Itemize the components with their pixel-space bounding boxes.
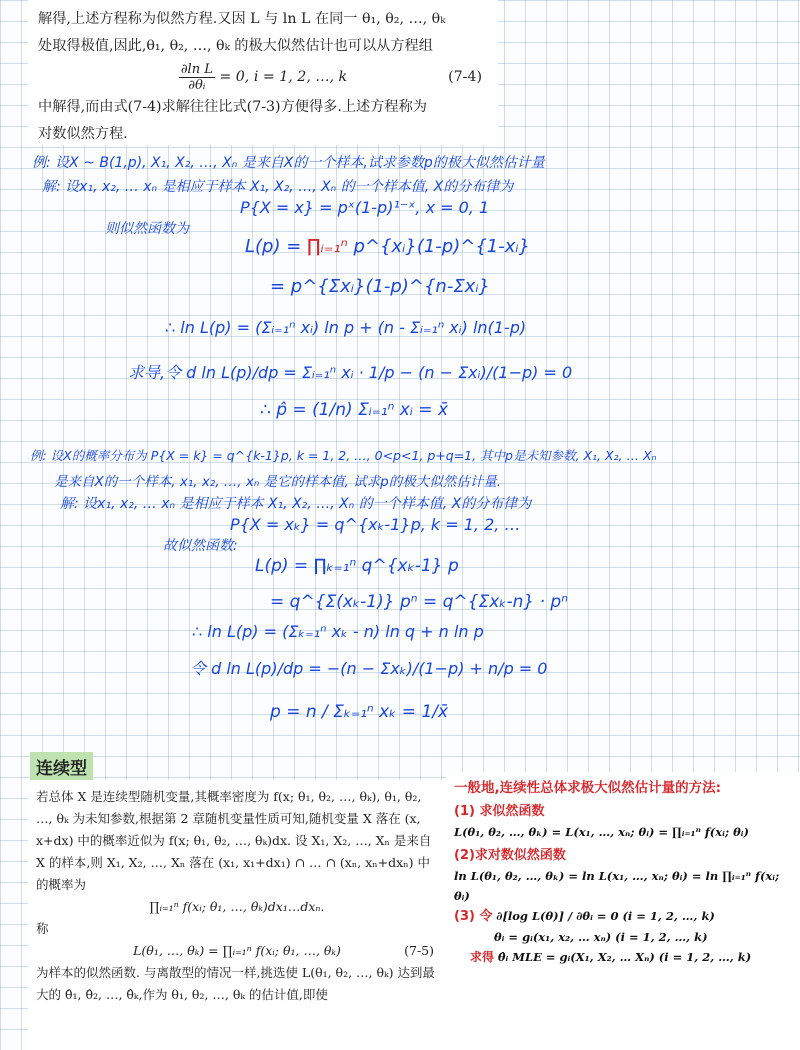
example2-statement-2: 是来自X的一个样本, x₁, x₂, …, xₙ 是它的样本值, 试求p的极大似然估计量. — [54, 474, 501, 490]
paragraph: 为样本的似然函数. 与离散型的情况一样,挑选使 L(θ₁, θ₂, …, θₖ) 达到最大的 θ̂₁, θ̂₂, …, θ̂ₖ,作为 θ₁, θ₂, …, θₖ 的估计值,即使 — [36, 965, 435, 1002]
equation-7-4: $\frac{\text{∂ln L}}{\text{∂θᵢ}}$ = 0, i = 1, 2, …, k (7-4) — [180, 61, 482, 93]
example2-statement-1: 例: 设X的概率分布为 P{X = k} = q^{k-1}p, k = 1, 2, …, 0<p<1, p+q=1, 其中p是未知参数, X₁, X₂, … Xₙ — [30, 448, 657, 463]
section-label-continuous: 连续型 — [30, 752, 93, 781]
step3-row — [454, 906, 792, 927]
fraction: $\frac{\text{∂ln L}}{\text{∂θᵢ}}$ — [180, 61, 213, 93]
example1-solution-intro: 解: 设x₁, x₂, … xₙ 是相应于样本 X₁, X₂, …, Xₙ 的一个样本值, X的分布律为 — [42, 179, 514, 195]
example1-likelihood-label: 则似然函数为 — [105, 221, 189, 237]
step1-title: (1) 求似然函数 — [454, 804, 545, 819]
step1-formula: L(θ₁, θ₂, …, θₖ) = L(x₁, …, xₙ; θᵢ) = ∏ᵢ₌₁ⁿ f(xᵢ; θᵢ) — [454, 825, 749, 839]
example2-distribution: P{X = xₖ} = q^{xₖ-1}p, k = 1, 2, … — [230, 515, 521, 534]
text-line: 中解得,而由式(7-4)求解往往比式(7-3)方便得多.上述方程称为 — [38, 99, 427, 115]
textbook-excerpt-top — [28, 0, 498, 145]
step3-title: (3) 令 — [454, 909, 493, 924]
step2-title: (2)求对数似然函数 — [454, 848, 566, 863]
equation-number: (7-4) — [448, 69, 482, 85]
step3-formula: ∂[log L(θ)] / ∂θᵢ = 0 (i = 1, 2, …, k) — [496, 909, 715, 923]
method-summary-box — [446, 772, 800, 1050]
obtain-formula: θ̂ᵢ MLE = gᵢ(X₁, X₂, … Xₙ) (i = 1, 2, …, k) — [497, 950, 752, 964]
step3-solution: θᵢ = gᵢ(x₁, x₂, … xₙ) (i = 1, 2, …, k) — [494, 930, 708, 944]
example1-likelihood-simplified: = p^{Σxᵢ}(1-p)^{n-Σxᵢ} — [270, 276, 491, 297]
example1-likelihood: L(p) = ∏ᵢ₌₁ⁿ p^{xᵢ}(1-p)^{1-xᵢ} — [245, 236, 531, 257]
example1-distribution: P{X = x} = pˣ(1-p)¹⁻ˣ, x = 0, 1 — [240, 198, 490, 217]
paragraph: 若总体 X 是连续型随机变量,其概率密度为 f(x; θ₁, θ₂, …, θₖ), θ₁, θ₂, …, θₖ 为未知参数,根据第 2 章随机变量性质可知,随机变量 X 落在 (x, x+dx) 中的概率近似为 f(x; θ₁, θ₂, …, θₖ)dx. 设 X₁, X₂, …, Xₙ 是来自 X 的样本,则 X₁, X₂, …, Xₙ 落在 (x₁, x₁+dx₁) ∩ … ∩ (xₙ, xₙ+dxₙ) 中的概率为 — [36, 789, 432, 892]
example1-result: ∴ p̂ = (1/n) Σᵢ₌₁ⁿ xᵢ = x̄ — [260, 400, 449, 420]
example2-likelihood: L(p) = ∏ₖ₌₁ⁿ q^{xₖ-1} p — [255, 556, 459, 576]
example2-likelihood-label: 故似然函数: — [163, 538, 238, 554]
example2-derivative: 令 d ln L(p)/dp = −(n − Σxₖ)/(1−p) + n/p = 0 — [190, 659, 548, 678]
example1-derivative: 求导,令 d ln L(p)/dp = Σᵢ₌₁ⁿ xᵢ · 1/p − (n − Σxᵢ)/(1−p) = 0 — [128, 363, 573, 382]
text-line: 称 — [36, 921, 49, 936]
equation-7-5: L(θ₁, …, θₖ) = ∏ᵢ₌₁ⁿ f(xᵢ; θ₁, …, θₖ) (7-5) — [36, 940, 438, 962]
step2-formula: ln L(θ₁, θ₂, …, θₖ) = ln L(x₁, …, xₙ; θᵢ) = ln ∏ᵢ₌₁ⁿ f(xᵢ; θᵢ) — [454, 869, 780, 903]
obtain-label: 求得 — [470, 950, 495, 964]
text-line: 对数似然方程. — [38, 126, 128, 142]
product-symbol: ∏ᵢ₌₁ⁿ — [307, 236, 348, 257]
probability-formula: ∏ᵢ₌₁ⁿ f(xᵢ; θ₁, …, θₖ)dx₁…dxₙ. — [149, 899, 325, 914]
example2-solution-intro: 解: 设x₁, x₂, … xₙ 是相应于样本 X₁, X₂, …, Xₙ 的一个样本值, X的分布律为 — [60, 496, 532, 512]
example1-statement: 例: 设X ~ B(1,p), X₁, X₂, …, Xₙ 是来自X的一个样本,试求参数p的极大似然估计量 — [32, 155, 545, 171]
text-line: 处取得极值,因此,θ₁, θ₂, …, θₖ 的极大似然估计也可以从方程组 — [38, 38, 433, 54]
example1-log-likelihood: ∴ ln L(p) = (Σᵢ₌₁ⁿ xᵢ) ln p + (n - Σᵢ₌₁ⁿ xᵢ) ln(1-p) — [165, 318, 527, 337]
obtain-row — [454, 947, 792, 967]
example2-log-likelihood: ∴ ln L(p) = (Σₖ₌₁ⁿ xₖ - n) ln q + n ln p — [192, 622, 484, 641]
example2-likelihood-simplified: = q^{Σ(xₖ-1)} pⁿ = q^{Σxₖ-n} · pⁿ — [270, 592, 568, 612]
textbook-excerpt-bottom — [28, 780, 446, 1050]
equation-number: (7-5) — [404, 943, 434, 958]
method-title: 一般地,连续性总体求极大似然估计量的方法: — [454, 780, 722, 796]
example2-result: p = n / Σₖ₌₁ⁿ xₖ = 1/x̄ — [270, 702, 449, 722]
text-line: 解得,上述方程称为似然方程.又因 L 与 ln L 在同一 θ₁, θ₂, …, θₖ — [38, 11, 446, 27]
